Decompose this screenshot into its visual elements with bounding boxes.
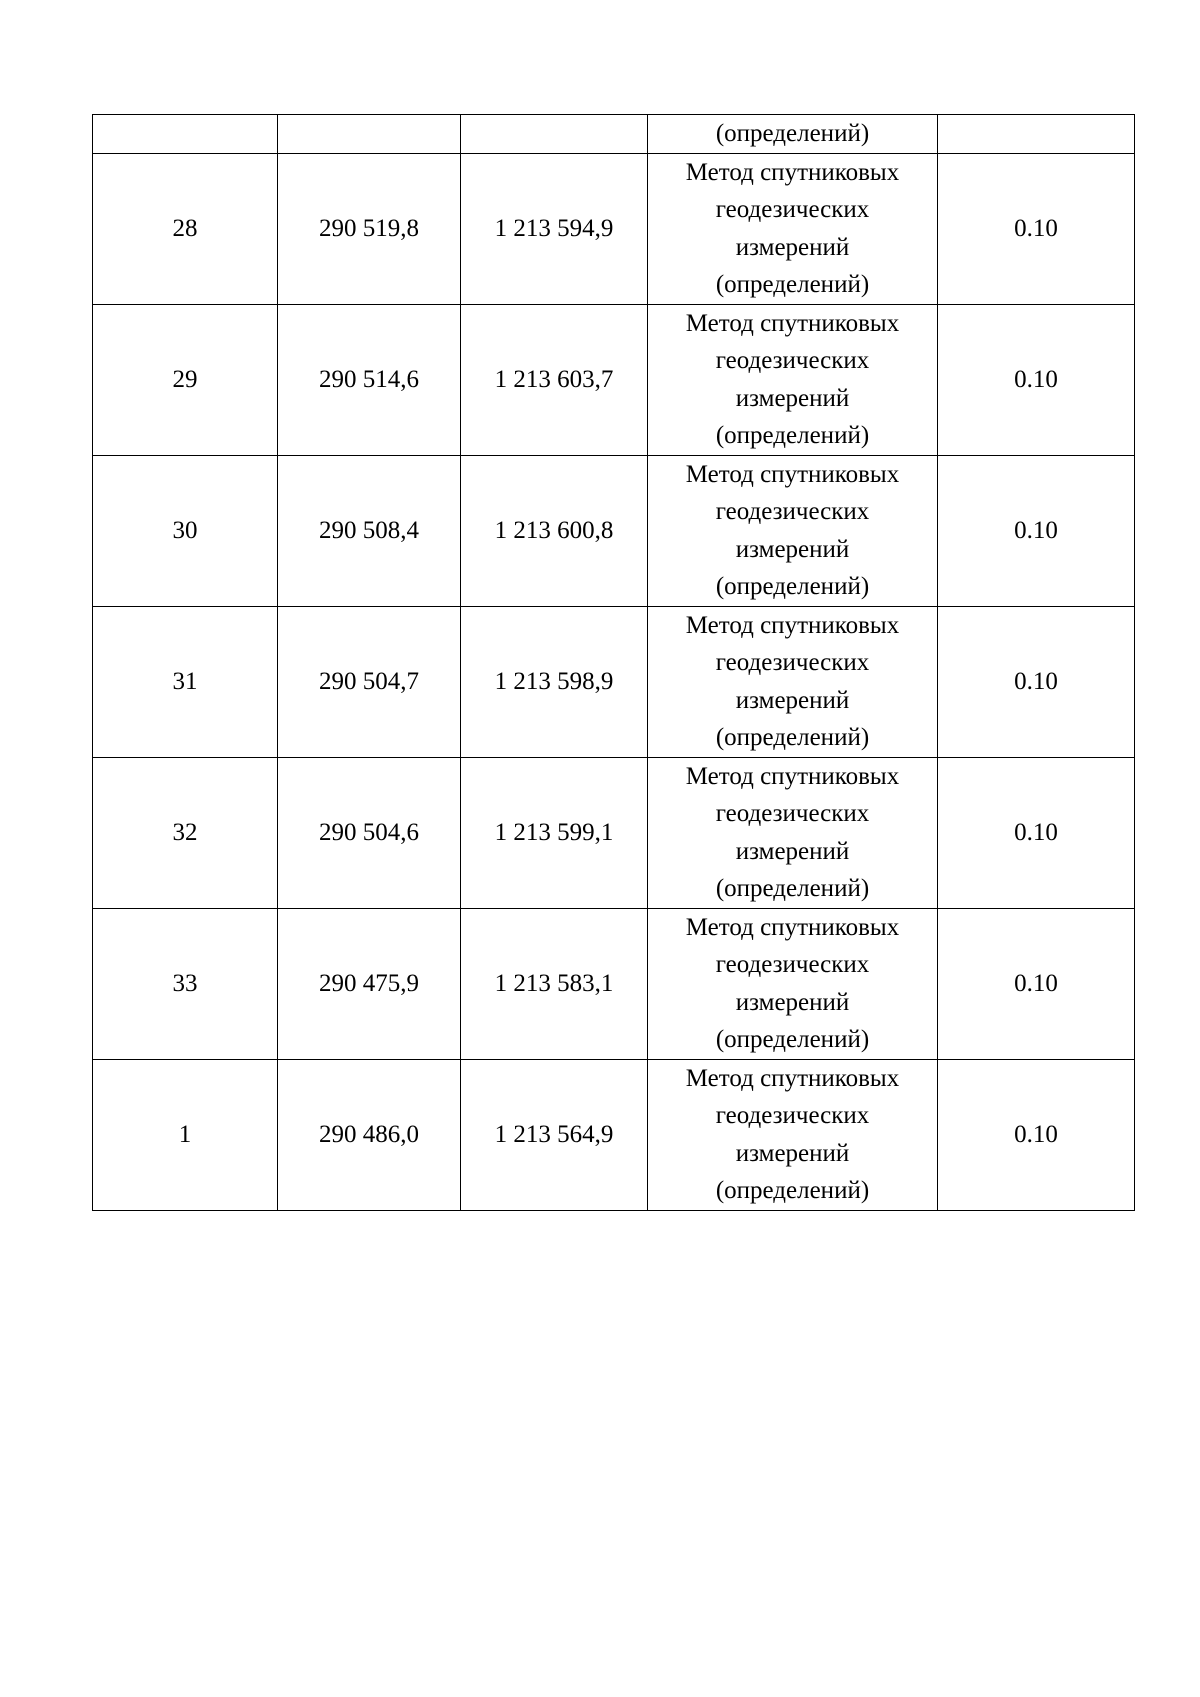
x-cell: 290 504,6: [278, 757, 461, 908]
accuracy-cell: 0.10: [938, 757, 1135, 908]
point-cell: [93, 115, 278, 154]
point-cell: 33: [93, 908, 278, 1059]
accuracy-cell: 0.10: [938, 1059, 1135, 1210]
method-cell: [648, 304, 938, 455]
method-cell: [648, 153, 938, 304]
table-row: [93, 153, 1135, 304]
accuracy-cell: 0.10: [938, 908, 1135, 1059]
point-cell: 30: [93, 455, 278, 606]
method-line: геодезических: [715, 196, 870, 223]
method-line: измерений: [735, 535, 850, 563]
method-line: измерений: [735, 686, 850, 714]
method-line: Метод спутниковых: [685, 611, 900, 639]
method-line: измерений: [735, 988, 850, 1016]
method-line: геодезических: [715, 498, 870, 525]
accuracy-cell: 0.10: [938, 304, 1135, 455]
point-cell: 31: [93, 606, 278, 757]
y-cell: 1 213 603,7: [461, 304, 648, 455]
y-cell: 1 213 600,8: [461, 455, 648, 606]
y-cell: [461, 115, 648, 154]
accuracy-cell: [938, 115, 1135, 154]
table-row: [93, 908, 1135, 1059]
point-cell: 32: [93, 757, 278, 908]
method-line: Метод спутниковых: [685, 309, 900, 337]
point-cell: 1: [93, 1059, 278, 1210]
method-cell: (определений): [648, 115, 938, 154]
method-cell: [648, 908, 938, 1059]
method-line: измерений: [735, 837, 850, 865]
method-line: геодезических: [715, 347, 870, 374]
method-line: геодезических: [715, 951, 870, 978]
method-line: (определений): [715, 875, 870, 902]
x-cell: 290 486,0: [278, 1059, 461, 1210]
accuracy-cell: 0.10: [938, 455, 1135, 606]
x-cell: 290 508,4: [278, 455, 461, 606]
method-line: геодезических: [715, 800, 870, 827]
method-line: (определений): [715, 271, 870, 298]
x-cell: [278, 115, 461, 154]
method-cell: [648, 757, 938, 908]
method-cell: [648, 606, 938, 757]
method-line: измерений: [735, 384, 850, 412]
y-cell: 1 213 598,9: [461, 606, 648, 757]
table-row: [93, 455, 1135, 606]
method-line: (определений): [715, 422, 870, 449]
method-line: Метод спутниковых: [685, 762, 900, 790]
continuation-row: [93, 115, 1135, 154]
x-cell: 290 475,9: [278, 908, 461, 1059]
y-cell: 1 213 564,9: [461, 1059, 648, 1210]
accuracy-cell: 0.10: [938, 153, 1135, 304]
x-cell: 290 514,6: [278, 304, 461, 455]
point-cell: 29: [93, 304, 278, 455]
method-line: Метод спутниковых: [685, 913, 900, 941]
method-line: геодезических: [715, 1102, 870, 1129]
method-line: Метод спутниковых: [685, 460, 900, 488]
table-row: [93, 606, 1135, 757]
method-line: (определений): [715, 1177, 870, 1204]
table-row: [93, 1059, 1135, 1210]
accuracy-cell: 0.10: [938, 606, 1135, 757]
method-line: (определений): [715, 1026, 870, 1053]
method-cell: [648, 455, 938, 606]
table-row: [93, 304, 1135, 455]
method-line: измерений: [735, 233, 850, 261]
x-cell: 290 519,8: [278, 153, 461, 304]
y-cell: 1 213 583,1: [461, 908, 648, 1059]
method-line: (определений): [715, 573, 870, 600]
method-line: Метод спутниковых: [685, 158, 900, 186]
method-line: (определений): [715, 724, 870, 751]
method-cell: [648, 1059, 938, 1210]
method-line: геодезических: [715, 649, 870, 676]
point-cell: 28: [93, 153, 278, 304]
method-line: измерений: [735, 1139, 850, 1167]
x-cell: 290 504,7: [278, 606, 461, 757]
method-line: Метод спутниковых: [685, 1064, 900, 1092]
table-row: [93, 757, 1135, 908]
y-cell: 1 213 599,1: [461, 757, 648, 908]
y-cell: 1 213 594,9: [461, 153, 648, 304]
coordinates-table: [92, 114, 1135, 1211]
